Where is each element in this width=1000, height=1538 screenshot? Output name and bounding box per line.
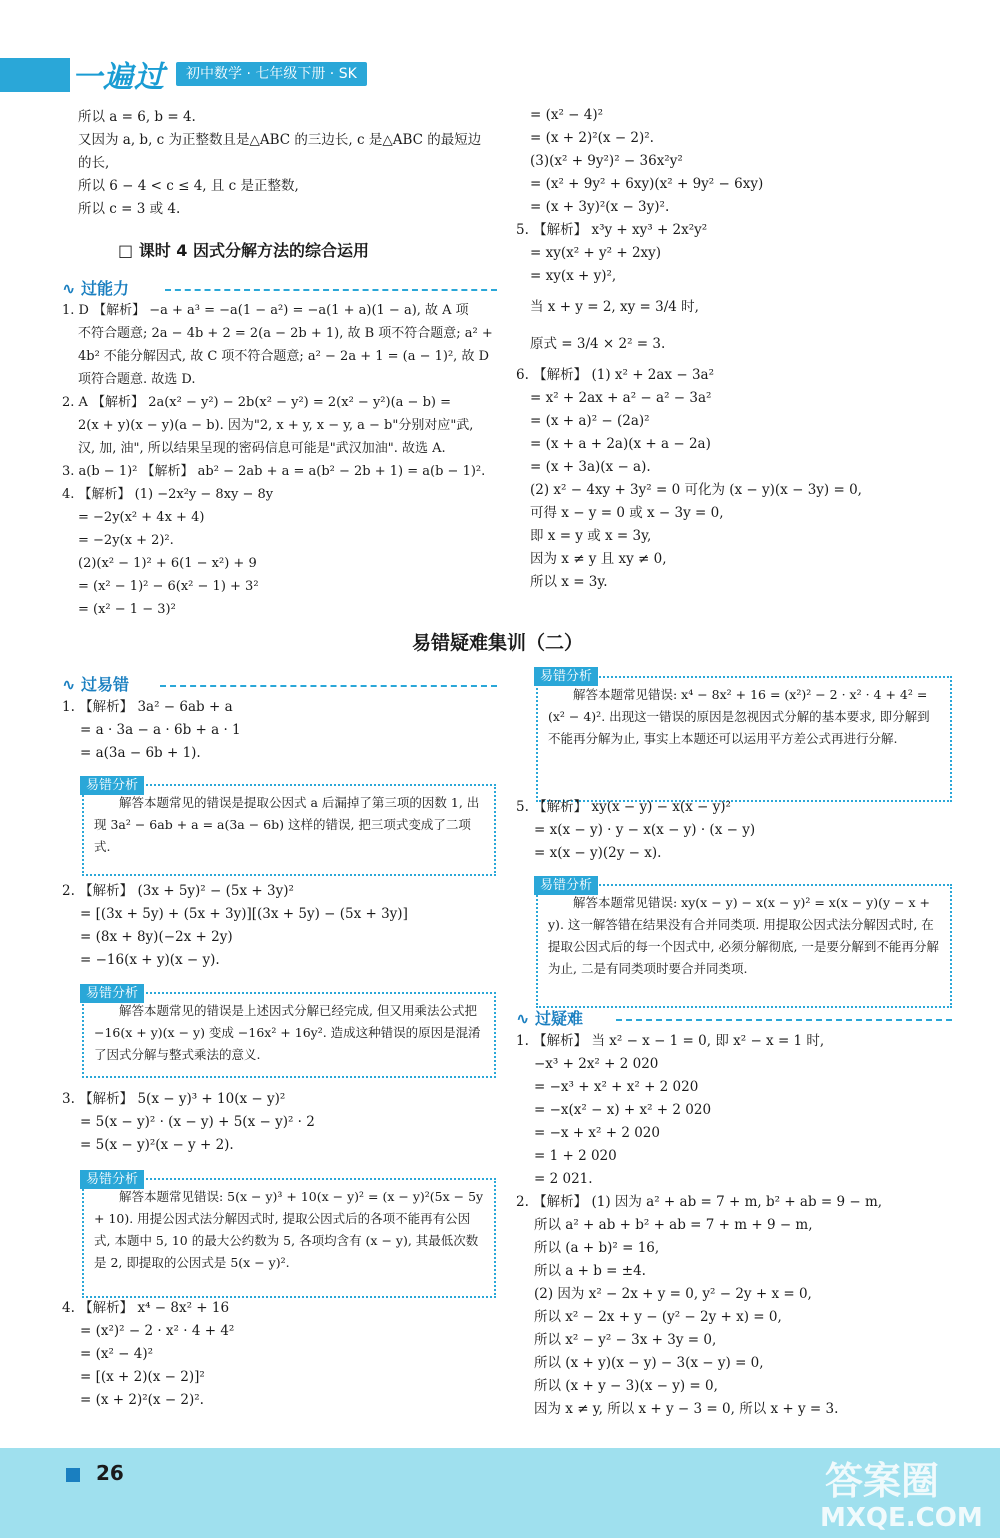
error-analysis-label: 易错分析 <box>534 876 598 895</box>
text-line: = (x² − 4)² <box>80 1346 154 1362</box>
watermark-logo: 答案圈 <box>825 1459 940 1503</box>
wave-icon: ∿ <box>62 675 76 694</box>
text-line: = (x² + 9y² + 6xy)(x² + 9y² − 6xy) <box>530 176 764 192</box>
text-line: 3. 【解析】 5(x − y)³ + 10(x − y)² <box>62 1091 286 1107</box>
text-line: = −2y(x + 2)². <box>78 533 174 548</box>
collection-title: 易错疑难集训（二） <box>412 632 584 654</box>
text-line: = x(x − y)(2y − x). <box>534 845 662 861</box>
section-guoyinan: ∿ 过疑难 <box>516 1009 583 1028</box>
error-analysis-text: 解答本题常见错误: 5(x − y)³ + 10(x − y)² = (x − y)²(5x − 5y + 10). 用提公因式法分解因式时, 提取公因式后的各项不能再有公因式, 本题中 5, 10 的最大公约数为 5, 各项均含有 (x − y), 其最低次数是 2, 即提取的公因式是 5(x − y)². <box>94 1189 484 1270</box>
text-line: 即 x = y 或 x = 3y, <box>530 528 652 544</box>
page-marker-icon <box>66 1468 80 1482</box>
text-line: 1. D 【解析】 −a + a³ = −a(1 − a²) = −a(1 + a)(1 − a), 故 A 项 <box>62 303 469 318</box>
text-line: = 5(x − y)² · (x − y) + 5(x − y)² · 2 <box>80 1114 315 1130</box>
section-guoyicuo: ∿ 过易错 <box>62 675 129 694</box>
text-line: = (x + 2)²(x − 2)². <box>530 130 654 146</box>
text-line: = xy(x + y)², <box>530 268 617 284</box>
error-analysis-box <box>536 676 952 802</box>
text-line: = (x² − 4)² <box>530 107 604 123</box>
text-line: 所以 x² − y² − 3x + 3y = 0, <box>534 1332 717 1348</box>
text-line: = a · 3a − a · 6b + a · 1 <box>80 722 241 738</box>
text-line: 5. 【解析】 xy(x − y) − x(x − y)² <box>516 799 731 815</box>
answer-1 <box>62 696 502 765</box>
section-divider <box>165 289 497 291</box>
text-line: 所以 a = 6, b = 4. <box>78 109 196 125</box>
error-analysis-text: 解答本题常见的错误是提取公因式 a 后漏掉了第三项的因数 1, 出现 3a² − 6ab + a = a(3a − 6b) 这样的错误, 把三项式变成了二项式. <box>94 795 480 854</box>
text-line: = −16(x + y)(x − y). <box>80 952 220 968</box>
text-line: (3)(x² + 9y²)² − 36x²y² <box>530 153 683 169</box>
text-line: = a(3a − 6b + 1). <box>80 745 201 761</box>
text-line: = (x + 3a)(x − a). <box>530 459 651 475</box>
text-line: 2(x + y)(x − y)(a − b). 因为"2, x + y, x − y, a − b"分别对应"武, <box>78 418 474 433</box>
error-analysis-label: 易错分析 <box>80 984 144 1003</box>
subject-tag: 初中数学 · 七年级下册 · SK <box>176 62 367 86</box>
text-line: = [(3x + 5y) + (5x + 3y)][(3x + 5y) − (5x + 3y)] <box>80 906 408 922</box>
text-line: = (x + a)² − (2a)² <box>530 413 650 429</box>
text-line: 因为 x ≠ y, 所以 x + y − 3 = 0, 所以 x + y = 3. <box>534 1401 839 1417</box>
text-line: 当 x + y = 2, xy = 3/4 时, <box>530 299 699 315</box>
text-line: 汉, 加, 油", 所以结果呈现的密码信息可能是"武汉加油". 故选 A. <box>78 441 446 456</box>
text-line: = −x³ + x² + x² + 2 020 <box>534 1079 699 1095</box>
text-line: 所以 6 − 4 < c ≤ 4, 且 c 是正整数, <box>78 178 299 194</box>
text-line: (2)(x² − 1)² + 6(1 − x²) + 9 <box>78 556 257 571</box>
wave-icon: ∿ <box>516 1009 530 1028</box>
text-line: = (x + a + 2a)(x + a − 2a) <box>530 436 711 452</box>
text-line: = (8x + 8y)(−2x + 2y) <box>80 929 233 945</box>
text-line: = −2y(x² + 4x + 4) <box>78 510 205 525</box>
text-line: (2) 因为 x² − 2x + y = 0, y² − 2y + x = 0, <box>534 1286 812 1302</box>
logo: 一遍过 <box>72 60 165 95</box>
page-number: 26 <box>96 1461 124 1485</box>
text-line: 项符合题意. 故选 D. <box>78 372 196 387</box>
header-bar <box>0 58 70 92</box>
right-answers <box>516 104 956 594</box>
text-line: = 2 021. <box>534 1171 593 1187</box>
book-icon: □ <box>118 241 134 260</box>
text-line: = (x²)² − 2 · x² · 4 + 4² <box>80 1323 235 1339</box>
answer-2 <box>62 880 502 972</box>
text-line: 3. a(b − 1)² 【解析】 ab² − 2ab + a = a(b² − 2b + 1) = a(b − 1)². <box>62 464 486 479</box>
text-line: 1. 【解析】 3a² − 6ab + a <box>62 699 233 715</box>
error-analysis-text: 解答本题常见的错误是上述因式分解已经完成, 但又用乘法公式把 −16(x + y)(x − y) 变成 −16x² + 16y². 造成这种错误的原因是混淆了因式分解与整式乘法的意义. <box>94 1003 481 1062</box>
text-line: = x(x − y) · y − x(x − y) · (x − y) <box>534 822 756 838</box>
text-line: 5. 【解析】 x³y + xy³ + 2x²y² <box>516 222 708 238</box>
section-divider <box>616 1019 952 1021</box>
text-line: 6. 【解析】 (1) x² + 2ax − 3a² <box>516 367 714 383</box>
wave-icon: ∿ <box>62 279 76 298</box>
text-line: 原式 = 3/4 × 2² = 3. <box>530 336 666 352</box>
error-analysis-text: 解答本题常见错误: xy(x − y) − x(x − y)² = x(x − y)(y − x + y). 这一解答错在结果没有合并同类项. 用提取公因式法分解因式时, 在提取公因式后的每一个因式中, 必须分解彻底, 一是要分解到不能再分解为止, 二是有同类项时要合并同类项. <box>548 895 939 976</box>
text-line: = 1 + 2 020 <box>534 1148 617 1164</box>
error-analysis-box <box>82 1178 496 1298</box>
text-line: 所以 x = 3y. <box>530 574 608 590</box>
text-line: = xy(x² + y² + 2xy) <box>530 245 662 261</box>
text-line: 所以 (x + y − 3)(x − y) = 0, <box>534 1378 718 1394</box>
error-analysis-label: 易错分析 <box>80 776 144 795</box>
section-guonengli: ∿ 过能力 <box>62 279 129 298</box>
text-line: 2. 【解析】 (3x + 5y)² − (5x + 3y)² <box>62 883 294 899</box>
text-line: = (x² − 1 − 3)² <box>78 602 176 617</box>
error-analysis-box <box>82 992 496 1078</box>
top-left-block <box>78 106 508 221</box>
text-line: 2. 【解析】 (1) 因为 a² + ab = 7 + m, b² + ab = 9 − m, <box>516 1194 883 1210</box>
text-line: 不符合题意; 2a − 4b + 2 = 2(a − 2b + 1), 故 B 项不符合题意; a² + <box>78 326 493 341</box>
text-line: = (x² − 1)² − 6(x² − 1) + 3² <box>78 579 259 594</box>
text-line: 2. A 【解析】 2a(x² − y²) − 2b(x² − y²) = 2(x² − y²)(a − b) = <box>62 395 451 410</box>
answer-4 <box>62 1297 502 1412</box>
text-line: 所以 x² − 2x + y − (y² − 2y + x) = 0, <box>534 1309 782 1325</box>
text-line: = −x + x² + 2 020 <box>534 1125 660 1141</box>
answer-5 <box>516 796 956 865</box>
error-analysis-text: 解答本题常见错误: x⁴ − 8x² + 16 = (x²)² − 2 · x² · 4 + 4² = (x² − 4)². 出现这一错误的原因是忽视因式分解的基本要求, 即分解到不能再分解为止, 事实上本题还可以运用平方差公式再进行分解. <box>548 687 930 746</box>
text-line: 1. 【解析】 当 x² − x − 1 = 0, 即 x² − x = 1 时, <box>516 1033 825 1049</box>
lesson-title: □ 课时 4 因式分解方法的综合运用 <box>118 241 369 260</box>
hard-answers <box>516 1030 956 1421</box>
text-line: 所以 (a + b)² = 16, <box>534 1240 660 1256</box>
text-line: = (x + 2)²(x − 2)². <box>80 1392 204 1408</box>
text-line: 因为 x ≠ y 且 xy ≠ 0, <box>530 551 667 567</box>
text-line: = (x + 3y)²(x − 3y)². <box>530 199 670 215</box>
text-line: 所以 a² + ab + b² + ab = 7 + m + 9 − m, <box>534 1217 813 1233</box>
text-line: = [(x + 2)(x − 2)]² <box>80 1369 205 1385</box>
error-analysis-box <box>536 884 952 1008</box>
text-line: 所以 c = 3 或 4. <box>78 201 181 217</box>
text-line: 又因为 a, b, c 为正整数且是△ABC 的三边长, c 是△ABC 的最短边 <box>78 132 482 148</box>
text-line: = −x(x² − x) + x² + 2 020 <box>534 1102 712 1118</box>
text-line: −x³ + 2x² + 2 020 <box>534 1056 659 1072</box>
text-line: 所以 a + b = ±4. <box>534 1263 646 1279</box>
text-line: 的长, <box>78 155 110 171</box>
answer-3 <box>62 1088 502 1157</box>
text-line: 可得 x − y = 0 或 x − 3y = 0, <box>530 505 724 521</box>
error-analysis-box <box>82 784 496 876</box>
text-line: = 5(x − y)²(x − y + 2). <box>80 1137 234 1153</box>
text-line: (2) x² − 4xy + 3y² = 0 可化为 (x − y)(x − 3y) = 0, <box>530 482 862 498</box>
error-analysis-label: 易错分析 <box>80 1170 144 1189</box>
text-line: 4. 【解析】 (1) −2x²y − 8xy − 8y <box>62 487 274 502</box>
text-line: 所以 (x + y)(x − y) − 3(x − y) = 0, <box>534 1355 764 1371</box>
left-answers <box>62 299 507 621</box>
error-analysis-label: 易错分析 <box>534 667 598 686</box>
text-line: 4. 【解析】 x⁴ − 8x² + 16 <box>62 1300 230 1316</box>
text-line: 4b² 不能分解因式, 故 C 项不符合题意; a² − 2a + 1 = (a − 1)², 故 D <box>78 349 490 364</box>
watermark-url: MXQE.COM <box>820 1503 983 1533</box>
text-line: = x² + 2ax + a² − a² − 3a² <box>530 390 712 406</box>
section-divider <box>160 685 497 687</box>
